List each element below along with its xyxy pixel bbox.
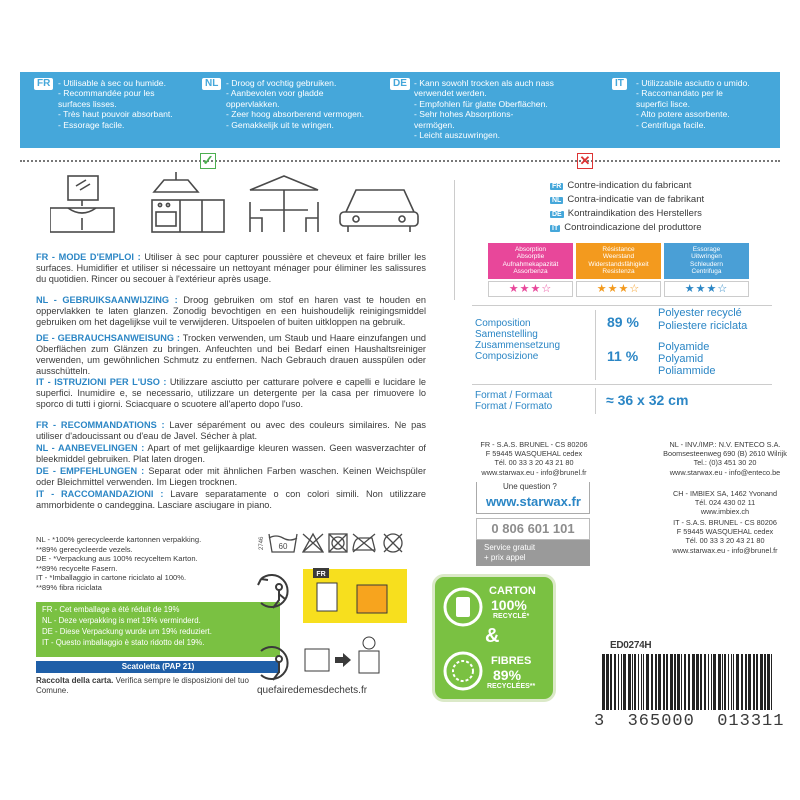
lang-tag-fr: FR (34, 78, 53, 90)
website-url[interactable]: www.starwax.fr (486, 494, 581, 509)
stars-wringing: ★★★☆ (664, 281, 749, 297)
reduction-nl: NL - Deze verpakking is met 19% verminderd. (42, 616, 201, 625)
barcode-bar (733, 654, 734, 710)
barcode-bar (632, 654, 633, 710)
barcode-bar (722, 654, 723, 710)
usage-fr-text: - Utilisable à sec ou humide. - Recommandée pour les surfaces lisses. - Très haut pouvoir absorbant. - Essorage facile. (58, 78, 173, 130)
surface-icons (50, 172, 420, 238)
barcode-bar (741, 654, 743, 710)
barcode-bar (634, 654, 636, 710)
rating-resistance: Résistance Weerstand Widerstandsfähigkeit Resistenza (576, 243, 661, 279)
no-dry-clean-icon (384, 534, 402, 552)
usage-nl (202, 78, 382, 130)
lang-tag-it: IT (612, 78, 627, 90)
barcode-bar (674, 654, 676, 710)
phone-number[interactable]: 0 806 601 101 (476, 518, 590, 540)
barcode-bar (713, 654, 716, 710)
contra-de: DE Kontraindikation des Herstellers (552, 208, 702, 219)
no-bleach-icon (303, 534, 323, 552)
reduction-fr: FR - Cet emballage a été réduit de 19% (42, 605, 180, 614)
instructions-it: IT - ISTRUZIONI PER L'USO : Utilizzare asciutto per catturare polvere e capelli e lucidare le superfici. Inumidire e, se necessario, utilizzare un detergente per la casa per rimuovere lo sporco di tutti i giorni. Sciacquare o scuotere all'aperto dopo l'uso. (36, 377, 426, 409)
rating-wringing: Essorage Uitwringen Schleudern Centrifuga (664, 243, 749, 279)
lang-tag-nl: NL (202, 78, 221, 90)
stars-absorption: ★★★☆ (488, 281, 573, 297)
triman-site: quefairedemesdechets.fr (257, 685, 368, 696)
composition-vertical-rule (595, 310, 596, 380)
usage-it-text: - Utilizzabile asciutto o umido. - Raccomandato per le superfici lisce. - Alto potere assorbente. - Centrifuga facile. (636, 78, 750, 130)
instructions-fr: FR - MODE D'EMPLOI : Utiliser à sec pour capturer poussière et cheveux et faire briller les surfaces. Humidifier et utiliser si nécessaire un nettoyant ménager pour éliminer les salissures du quotidien. Rincer ou secouer à l'extérieur après usage. (36, 252, 426, 284)
garden-table-icon (250, 176, 318, 232)
bathroom-sink-icon (50, 176, 114, 232)
care-it: IT - RACCOMANDAZIONI : Lavare separatamente o con colori simili. Non utilizzare ammorbidente o candeggina. Lasciare asciugare in piano. (36, 489, 426, 510)
barcode-bar (666, 654, 668, 710)
address-nl: NL - INV./IMP.: N.V. ENTECO S.A. Boomsesteenweg 690 (B) 2610 Wilrijk Tel.: (0)3 451 30 20 www.starwax.eu - info@enteco.be (663, 440, 787, 477)
barcode-bar (700, 654, 702, 710)
barcode-bar (756, 654, 758, 710)
barcode-bar (731, 654, 732, 710)
eco-badge (432, 574, 556, 702)
barcode-bar (643, 654, 644, 710)
barcode-bar (663, 654, 665, 710)
rating-absorption: Absorption Absorptie Aufnahmekapazität Assorbenza (488, 243, 573, 279)
barcode-bar (610, 654, 612, 710)
care-fr: FR - RECOMMANDATIONS : Laver séparément ou avec des couleurs similaires. Ne pas utiliser d'adoucissant ou d'eau de Javel. Sécher à plat. (36, 420, 426, 441)
contra-fr: FR Contre-indication du fabricant (552, 180, 692, 191)
barcode-bar (736, 654, 739, 710)
address-it: IT - S.A.S. BRUNEL - CS 80206 F 59445 WASQUEHAL cedex Tél. 00 33 3 20 43 21 80 www.starwax.eu - info@brunel.fr (672, 518, 778, 555)
scatoletta-text: Raccolta della carta. Verifica sempre le disposizioni del tuo Comune. (36, 676, 249, 695)
composition-label: Composition Samenstelling Zusammensetzung Composizione (475, 318, 561, 362)
product-code: ED0274H (610, 640, 652, 651)
recycled-fibres-icon (441, 649, 485, 693)
cross-icon: ✕ (577, 153, 593, 169)
phone-service-box (476, 540, 590, 566)
no-iron-icon (353, 534, 375, 552)
barcode-bar (641, 654, 642, 710)
care-de: DE - EMPFEHLUNGEN : Separat oder mit ähnlichen Farben waschen. Keinen Weichspüler oder Bleichmittel verwenden. Im Liegen trocknen. (36, 466, 427, 487)
barcode-bar (748, 654, 751, 710)
triman-icon (258, 575, 288, 608)
composition-bottom-rule (472, 384, 772, 385)
eco-fibres-pct: 89% (493, 667, 522, 683)
triman-icon-2 (261, 647, 288, 680)
contra-it: IT Controindicazione del produttore (552, 222, 702, 233)
barcode-bar (670, 654, 673, 710)
usage-de (390, 78, 590, 140)
eco-fibres: FIBRES (491, 655, 532, 667)
address-fr: FR - S.A.S. BRUNEL - CS 80206 F 59445 WASQUEHAL cedex Tél. 00 33 3 20 43 21 80 www.starwax.eu - info@brunel.fr (480, 440, 588, 477)
question-label: Une question ? (500, 482, 560, 491)
stars-resistance: ★★★☆ (576, 281, 661, 297)
barcode-bar (651, 654, 653, 710)
no-dryer-icon (329, 534, 347, 552)
barcode-bar (646, 654, 649, 710)
composition-pct-1: 89 % (607, 314, 639, 330)
format-vertical-rule (595, 388, 596, 414)
barcode-number: 3 365000 013311 (594, 712, 785, 731)
wash-temp: 60 (278, 542, 288, 551)
barcode-bar (621, 654, 622, 710)
lang-tag-de: DE (390, 78, 410, 90)
barcode-bar (760, 654, 763, 710)
instructions-nl: NL - GEBRUIKSAANWIJZING : Droog gebruiken om stof en haren vast te houden en oppervlakken te laten glanzen. Zonodig bevochtigen en een huishoudelijk reinigingsmiddel gebruiken om het dagelijkse vuil te verwijderen. Uitspoelen of buiten uitkloppen na gebruik. (36, 295, 426, 327)
eco-carton-sub: RECYCLÉ* (493, 613, 530, 620)
instructions-de: DE - GEBRAUCHSANWEISUNG : Trocken verwenden, um Staub und Haare einzufangen und Oberflächen zum Glänzen zu bringen. Anfeuchten und bei Bedarf einen Haushaltsreiniger verwenden, um gewöhnlichen Schmutz zu entfernen. Nach Gebrauch drauen ausspülen oder ausschütteln. (36, 333, 426, 376)
check-icon: ✓ (200, 153, 216, 169)
composition-material-1: Polyester recyclé Poliestere riciclata (658, 307, 748, 332)
barcode-bar (658, 654, 661, 710)
barcode-bar (614, 654, 616, 710)
care-symbols (255, 530, 415, 556)
barcode-bar (618, 654, 619, 710)
reduction-box (36, 602, 280, 657)
barcode-bar (696, 654, 699, 710)
composition-top-rule (472, 305, 772, 306)
barcode-bar (623, 654, 626, 710)
barcode-bar (677, 654, 680, 710)
car-icon (340, 190, 418, 232)
recycle-arrow-icon (305, 637, 379, 673)
barcode-bar (638, 654, 639, 710)
barcode-graphic (598, 654, 778, 716)
barcode-bar (728, 654, 729, 710)
address-ch: CH - IMBIEX SA, 1462 Yvonand Tél. 024 430 02 11 www.imbiex.ch (672, 489, 778, 517)
barcode-bar (718, 654, 721, 710)
vertical-divider (454, 180, 455, 300)
scatoletta-title: Scatoletta (PAP 21) (36, 661, 280, 673)
usage-band (20, 72, 780, 148)
format-value: ≈ 36 x 32 cm (606, 392, 689, 408)
barcode-bar (628, 654, 631, 710)
usage-fr (34, 78, 204, 130)
barcode-bar (692, 654, 695, 710)
barcode-bar (684, 654, 686, 710)
barcode-bar (753, 654, 755, 710)
care-code: 2746 (259, 536, 265, 550)
barcode-bar (704, 654, 706, 710)
reduction-it: IT - Questo imballaggio è stato ridotto del 19%. (42, 638, 205, 647)
barcode-bar (764, 654, 766, 710)
usage-it (612, 78, 777, 130)
composition-material-2: Polyamide Polyamid Poliammide (658, 341, 716, 377)
kitchen-icon (152, 172, 224, 232)
barcode-bar (711, 654, 712, 710)
reduction-de: DE - Diese Verpackung wurde um 19% reduziert. (42, 627, 212, 636)
barcode-bar (767, 654, 770, 710)
care-nl: NL - AANBEVELINGEN : Apart of met gelijkaardige kleuren wassen. Geen wasverzachter of bleekmiddel gebruiken. Plat laten drogen. (36, 443, 426, 464)
eco-carton: CARTON (489, 585, 536, 597)
eco-ampersand: & (485, 625, 500, 647)
barcode-bar (708, 654, 709, 710)
barcode-bar (655, 654, 657, 710)
carton-notes: NL - *100% gerecycleerde kartonnen verpakking. **89% gerecycleerde vezels. DE - *Verpackung aus 100% recyceltem Karton. **89% recycelte Fasern. IT - *Imballaggio in cartone riciclato al 100%. **89% fibra riciclata (36, 535, 202, 592)
barcode-bar (771, 654, 772, 710)
eco-carton-pct: 100% (491, 597, 527, 613)
barcode-bar (681, 654, 682, 710)
eco-fibres-sub: RECYCLÉES** (487, 683, 536, 690)
composition-pct-2: 11 % (607, 348, 639, 364)
barcode-bar (724, 654, 726, 710)
triman-panel (255, 565, 415, 700)
barcode-bar (745, 654, 747, 710)
barcode-bar (602, 654, 605, 710)
format-label: Format / Formaat Format / Formato (475, 390, 553, 412)
barcode-bar (688, 654, 690, 710)
phone-service: Service gratuit (484, 543, 536, 552)
phone-price: + prix appel (484, 553, 526, 562)
usage-nl-text: - Droog of vochtig gebruiken. - Aanbevolen voor gladde oppervlakken. - Zeer hoog absorberend vermogen. - Gemakkelijk uit te wringen. (226, 78, 365, 130)
dotted-divider (20, 160, 780, 162)
recycled-carton-icon (441, 585, 485, 629)
barcode-bar (606, 654, 609, 710)
fr-sorting-tag: FR (316, 571, 326, 578)
contra-nl: NL Contra-indicatie van de fabrikant (552, 194, 705, 205)
usage-de-text: - Kann sowohl trocken als auch nass verwendet werden. - Empfohlen für glatte Oberflächen. - Sehr hohes Absorptions- vermögen. - Leicht auszuwringen. (414, 78, 554, 141)
